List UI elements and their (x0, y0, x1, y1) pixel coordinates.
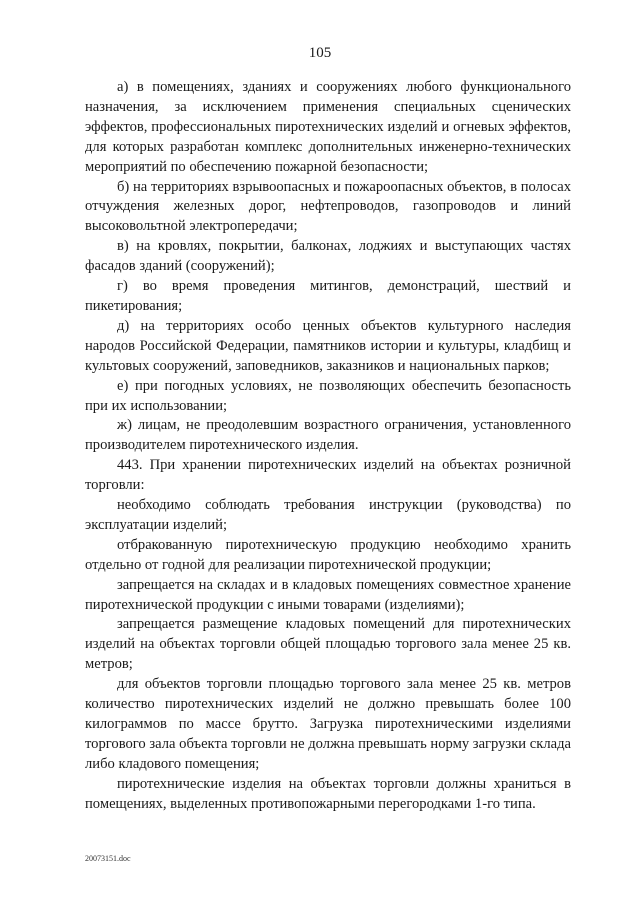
paragraph-joint-storage-ban: запрещается на складах и в кладовых помещениях совместное хранение пиротехнической продукции с иными товарами (изделиями); (85, 576, 571, 613)
paragraph-storeroom-ban: запрещается размещение кладовых помещений для пиротехнических изделий на объектах торговли общей площадью торгового зала менее 25 кв. метров; (85, 616, 571, 673)
paragraph-weight-limit: для объектов торговли площадью торгового зала менее 25 кв. метров количество пиротехнических изделий не должно превышать более 100 килограммов по массе брутто. Загрузка пиротехническими изделиями торгового зала объекта торговли не должна превышать норму загрузки склада либо кладового помещения; (85, 676, 571, 772)
paragraph-item-b: б) на территориях взрывоопасных и пожароопасных объектов, в полосах отчуждения железных дорог, нефтепроводов, газопроводов и линий высоковольтной электропередачи; (85, 178, 571, 235)
paragraph-item-e: е) при погодных условиях, не позволяющих обеспечить безопасность при их использовании; (85, 377, 571, 414)
paragraph-item-d: д) на территориях особо ценных объектов культурного наследия народов Российской Федерации, памятников истории и культуры, кладбищ и культовых сооружений, заповедников, заказников и национальных парков; (85, 317, 571, 374)
page-number: 105 (308, 45, 332, 61)
paragraph-item-g: г) во время проведения митингов, демонстраций, шествий и пикетирования; (85, 278, 571, 314)
file-name-footer: 20073151.doc (85, 854, 131, 863)
paragraph-item-zh: ж) лицам, не преодолевшим возрастного ограничения, установленного производителем пиротехнического изделия. (85, 417, 571, 454)
paragraph-fire-partitions: пиротехнические изделия на объектах торговли должны храниться в помещениях, выделенных противопожарными перегородками 1-го типа. (85, 775, 571, 812)
paragraph-rejected-storage: отбракованную пиротехническую продукцию необходимо хранить отдельно от годной для реализации пиротехнической продукции; (85, 536, 571, 573)
paragraph-item-v: в) на кровлях, покрытии, балконах, лоджиях и выступающих частях фасадов зданий (сооружений); (85, 238, 571, 275)
paragraph-item-a: а) в помещениях, зданиях и сооружениях любого функционального назначения, за исключением применения специальных сценических эффектов, профессиональных пиротехнических изделий и огневых эффектов, для которых разработан комплекс дополнительных инженерно-технических мероприятий по обеспечению пожарной безопасности; (85, 79, 571, 175)
paragraph-instructions: необходимо соблюдать требования инструкции (руководства) по эксплуатации изделий; (85, 497, 571, 533)
document-body (85, 78, 571, 815)
paragraph-443: 443. При хранении пиротехнических изделий на объектах розничной торговли: (85, 457, 571, 494)
